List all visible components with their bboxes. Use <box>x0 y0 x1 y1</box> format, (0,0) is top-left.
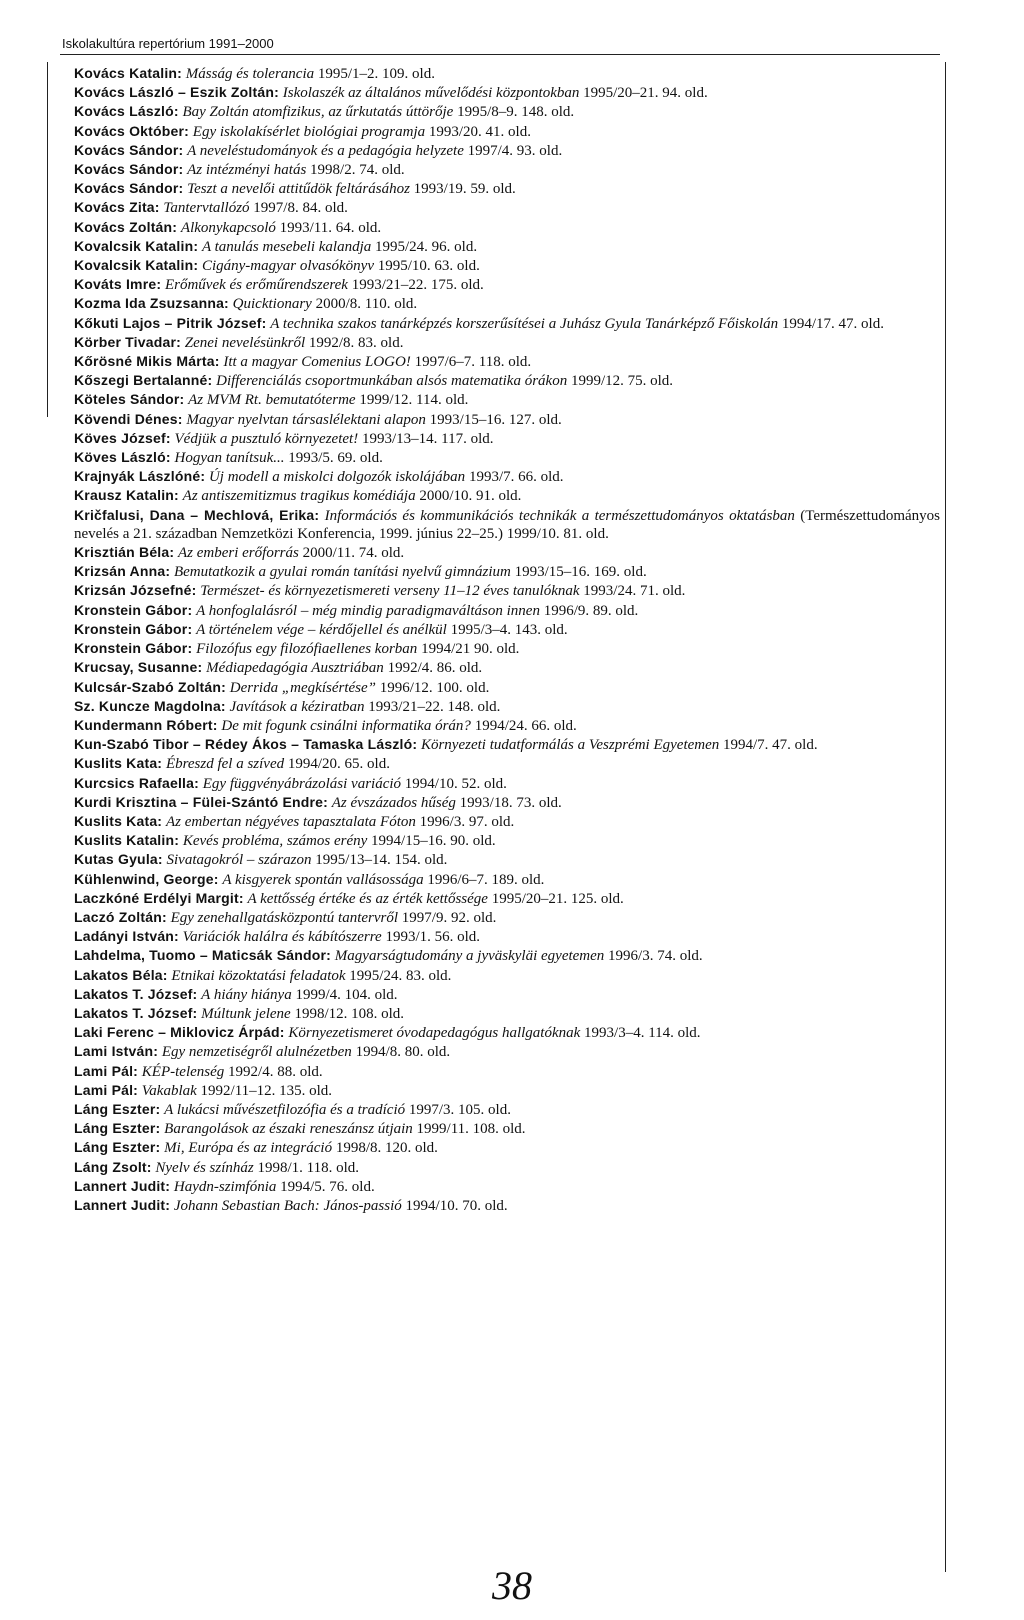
entry-author: Köteles Sándor: <box>74 391 185 408</box>
entry-author: Körber Tivadar: <box>74 333 181 350</box>
entry-title: Az emberi erőforrás <box>178 545 299 562</box>
entry-title: Magyarságtudomány a jyväskyläi egyetemen <box>334 948 605 965</box>
entry-citation: 1992/8. 83. old. <box>308 334 404 351</box>
entry-citation: 1998/12. 108. old. <box>294 1005 405 1022</box>
entry-title: Információs és kommunikációs technikák a természettudományos oktatásban <box>324 507 795 524</box>
bibliography-entry <box>74 102 940 121</box>
entry-citation: 2000/8. 110. old. <box>315 296 418 313</box>
entry-author: Laki Ferenc – Miklovicz Árpád: <box>74 1024 285 1041</box>
entry-author: Lami Pál: <box>74 1081 139 1098</box>
bibliography-entry <box>74 218 940 237</box>
entry-citation: 1993/7. 66. old. <box>468 469 564 486</box>
entry-citation: 2000/11. 74. old. <box>302 545 405 562</box>
bibliography-entry <box>74 1119 940 1138</box>
bibliography-entry <box>74 122 940 141</box>
bibliography-entry <box>74 333 940 352</box>
entry-citation: 1993/15–16. 127. old. <box>429 411 562 428</box>
entry-title: Múltunk jelene <box>201 1005 291 1022</box>
entry-author: Lannert Judit: <box>74 1196 171 1213</box>
bibliography-entry <box>74 486 940 505</box>
entry-citation: 1995/24. 83. old. <box>349 967 452 984</box>
entry-title: Magyar nyelvtan társaslélektani alapon <box>186 411 426 428</box>
entry-citation: 1993/21–22. 148. old. <box>368 698 501 715</box>
bibliography-entry <box>74 1004 940 1023</box>
entry-citation: 1995/8–9. 148. old. <box>457 104 575 121</box>
entry-author: Kulcsár-Szabó Zoltán: <box>74 678 226 695</box>
entry-author: Láng Eszter: <box>74 1139 161 1156</box>
entry-citation: 1998/2. 74. old. <box>310 162 405 179</box>
entry-citation: 1992/4. 88. old. <box>228 1063 323 1080</box>
entry-author: Kovalcsik Katalin: <box>74 257 199 274</box>
bibliography-entry <box>74 371 940 390</box>
bibliography-entry <box>74 870 940 889</box>
entry-title: Egy függvényábrázolási variáció <box>202 775 402 792</box>
bibliography-list <box>74 64 940 1215</box>
bibliography-entry <box>74 735 940 754</box>
entry-title: Teszt a nevelői attitűdök feltárásához <box>187 181 410 198</box>
entry-citation: 1996/3. 97. old. <box>419 813 515 830</box>
bibliography-entry <box>74 1042 940 1061</box>
entry-title: Ébreszd fel a szíved <box>165 756 285 773</box>
entry-author: Kőszegi Bertalanné: <box>74 372 213 389</box>
entry-author: Kovács Sándor: <box>74 141 184 158</box>
bibliography-entry <box>74 390 940 409</box>
bibliography-entry <box>74 1100 940 1119</box>
bibliography-entry <box>74 1158 940 1177</box>
entry-title: Zenei nevelésünkről <box>184 334 306 351</box>
entry-author: Köves József: <box>74 429 171 446</box>
bibliography-entry <box>74 946 940 965</box>
bibliography-entry <box>74 562 940 581</box>
entry-title: Quicktionary <box>232 296 312 313</box>
entry-author: Krucsay, Susanne: <box>74 659 203 676</box>
entry-title: Környezeti tudatformálás a Veszprémi Egyetemen <box>420 737 720 754</box>
entry-title: Bemutatkozik a gyulai román tanítási nyelvű gimnázium <box>173 564 511 581</box>
entry-author: Kovács Sándor: <box>74 161 184 178</box>
bibliography-entry <box>74 467 940 486</box>
entry-citation: 1995/20–21. 94. old. <box>583 85 708 102</box>
entry-citation: 1999/4. 104. old. <box>295 986 398 1003</box>
bibliography-entry <box>74 889 940 908</box>
entry-citation: 1993/1. 56. old. <box>385 929 481 946</box>
entry-title: A hiány hiánya <box>201 986 292 1003</box>
entry-citation: 1993/15–16. 169. old. <box>514 564 647 581</box>
entry-title: Javítások a kéziratban <box>229 698 365 715</box>
entry-title: Derrida „megkísértése” <box>229 679 376 696</box>
entry-citation: 1997/8. 84. old. <box>253 200 348 217</box>
entry-title: Variációk halálra és kábítószerre <box>182 929 382 946</box>
entry-citation: 1995/20–21. 125. old. <box>491 890 624 907</box>
entry-citation: 1993/21–22. 175. old. <box>351 277 484 294</box>
entry-title: Egy nemzetiségről alulnézetben <box>161 1044 352 1061</box>
bibliography-entry <box>74 543 940 562</box>
entry-title: A kettősség értéke és az érték kettőssége <box>247 890 488 907</box>
entry-title: Erőművek és erőműrendszerek <box>164 277 348 294</box>
entry-author: Kovács László: <box>74 103 179 120</box>
header-rule <box>60 54 940 55</box>
entry-author: Krizsán Józsefné: <box>74 582 197 599</box>
entry-citation: 1995/24. 96. old. <box>375 238 478 255</box>
bibliography-entry <box>74 793 940 812</box>
bibliography-entry <box>74 64 940 83</box>
entry-citation: 1998/1. 118. old. <box>257 1159 359 1176</box>
entry-author: Sz. Kuncze Magdolna: <box>74 697 226 714</box>
entry-author: Köves László: <box>74 449 171 466</box>
entry-author: Kováts Imre: <box>74 276 162 293</box>
entry-author: Krausz Katalin: <box>74 487 179 504</box>
entry-author: Kuslits Kata: <box>74 755 163 772</box>
bibliography-entry <box>74 1177 940 1196</box>
bibliography-entry <box>74 160 940 179</box>
bibliography-entry <box>74 198 940 217</box>
entry-title: Új modell a miskolci dolgozók iskolájában <box>208 469 466 486</box>
entry-author: Láng Eszter: <box>74 1100 161 1117</box>
bibliography-entry <box>74 256 940 275</box>
entry-author: Kuslits Kata: <box>74 812 163 829</box>
entry-author: Lahdelma, Tuomo – Maticsák Sándor: <box>74 947 332 964</box>
left-margin-rule <box>47 62 48 417</box>
entry-author: Ladányi István: <box>74 928 179 945</box>
bibliography-entry <box>74 985 940 1004</box>
entry-author: Lami Pál: <box>74 1062 139 1079</box>
entry-title: A történelem vége – kérdőjellel és anélkül <box>196 621 447 638</box>
bibliography-entry <box>74 601 940 620</box>
entry-citation: 1993/18. 73. old. <box>459 794 562 811</box>
right-margin-rule <box>945 62 946 1572</box>
bibliography-entry <box>74 448 940 467</box>
entry-author: Kovács Zita: <box>74 199 160 216</box>
entry-citation: 1995/10. 63. old. <box>377 258 480 275</box>
entry-title: A lukácsi művészetfilozófia és a tradíció <box>164 1101 406 1118</box>
entry-title: Védjük a pusztuló környezetet! <box>174 430 359 447</box>
entry-author: Lakatos T. József: <box>74 1004 198 1021</box>
entry-title: Itt a magyar Comenius LOGO! <box>223 354 411 371</box>
bibliography-entry <box>74 697 940 716</box>
entry-citation: 1993/13–14. 117. old. <box>361 430 494 447</box>
entry-title: Egy zenehallgatásközpontú tantervről <box>170 909 399 926</box>
entry-title: Egy iskolakísérlet biológiai programja <box>192 123 426 140</box>
entry-title: Természet- és környezetismereti verseny 11–12 éves tanulóknak <box>200 583 580 600</box>
entry-citation: 1999/12. 75. old. <box>570 373 674 390</box>
entry-author: Kovács László – Eszik Zoltán: <box>74 84 279 101</box>
entry-author: Kurcsics Rafaella: <box>74 774 199 791</box>
entry-title: Másság és tolerancia <box>185 66 315 82</box>
bibliography-entry <box>74 908 940 927</box>
entry-author: Krisztián Béla: <box>74 544 175 561</box>
entry-title: Vakablak <box>141 1082 197 1099</box>
entry-citation: 1996/9. 89. old. <box>543 602 639 619</box>
entry-citation: 1994/21 90. old. <box>421 641 520 658</box>
bibliography-entry <box>74 927 940 946</box>
entry-author: Kovács Október: <box>74 122 190 139</box>
entry-title: Az MVM Rt. bemutatóterme <box>188 392 356 409</box>
bibliography-entry <box>74 1196 940 1215</box>
entry-title: A neveléstudományok és a pedagógia helyzete <box>187 142 464 159</box>
bibliography-entry <box>74 1138 940 1157</box>
entry-author: Kronstein Gábor: <box>74 601 193 618</box>
entry-citation: 1997/6–7. 118. old. <box>414 354 532 371</box>
entry-author: Kühlenwind, George: <box>74 870 219 887</box>
entry-citation: 1999/11. 108. old. <box>416 1121 526 1138</box>
entry-title: Barangolások az északi reneszánsz útjain <box>164 1121 413 1138</box>
bibliography-entry <box>74 850 940 869</box>
entry-title: A technika szakos tanárképzés korszerűsítései a Juhász Gyula Tanárképző Főiskolán <box>270 315 779 332</box>
entry-title: Médiapedagógia Ausztriában <box>206 660 384 677</box>
entry-citation: 1993/24. 71. old. <box>583 583 686 600</box>
entry-citation: 1996/6–7. 189. old. <box>427 871 545 888</box>
entry-citation: (Természettudományos nevelés a 21. században Nemzetközi Konferencia, 1999. június 22–25.) 1999/10. 81. old. <box>74 507 940 542</box>
entry-title: De mit fogunk csinálni informatika órán? <box>221 717 471 734</box>
entry-citation: 1993/11. 64. old. <box>279 219 382 236</box>
bibliography-entry <box>74 831 940 850</box>
entry-title: Johann Sebastian Bach: János-passió <box>173 1197 402 1214</box>
entry-author: Lannert Judit: <box>74 1177 171 1194</box>
entry-author: Kőkuti Lajos – Pitrik József: <box>74 314 267 331</box>
entry-author: Krizsán Anna: <box>74 563 171 580</box>
bibliography-entry <box>74 410 940 429</box>
entry-citation: 1993/20. 41. old. <box>428 123 531 140</box>
bibliography-entry <box>74 506 940 543</box>
entry-title: Differenciálás csoportmunkában alsós matematika órákon <box>216 373 568 390</box>
bibliography-entry <box>74 237 940 256</box>
entry-author: Kutas Gyula: <box>74 851 163 868</box>
entry-author: Kozma Ida Zsuzsanna: <box>74 295 229 312</box>
entry-author: Kőrösné Mikis Márta: <box>74 353 220 370</box>
entry-title: Etnikai közoktatási feladatok <box>171 967 346 984</box>
entry-author: Kronstein Gábor: <box>74 620 193 637</box>
entry-author: Lakatos Béla: <box>74 966 168 983</box>
entry-citation: 1993/5. 69. old. <box>288 450 383 467</box>
entry-citation: 1992/11–12. 135. old. <box>200 1082 333 1099</box>
bibliography-entry <box>74 620 940 639</box>
entry-citation: 1998/8. 120. old. <box>335 1140 438 1157</box>
entry-author: Kovács Zoltán: <box>74 218 178 235</box>
entry-title: Kevés probléma, számos erény <box>182 833 368 850</box>
entry-title: Nyelv és színház <box>155 1159 254 1176</box>
entry-title: Környezetismeret óvodapedagógus hallgatóknak <box>288 1025 581 1042</box>
entry-author: Laczkóné Erdélyi Margit: <box>74 889 244 906</box>
bibliography-entry <box>74 141 940 160</box>
entry-citation: 1994/24. 66. old. <box>474 717 577 734</box>
entry-title: Filozófus egy filozófiaellenes korban <box>196 641 418 658</box>
entry-citation: 1993/3–4. 114. old. <box>584 1025 701 1042</box>
entry-citation: 1992/4. 86. old. <box>387 660 483 677</box>
bibliography-entry <box>74 812 940 831</box>
page-number: 38 <box>492 1563 532 1608</box>
entry-title: KÉP-telenség <box>141 1063 225 1080</box>
entry-citation: 1994/5. 76. old. <box>280 1178 375 1195</box>
entry-author: Kurdi Krisztina – Fülei-Szántó Endre: <box>74 793 328 810</box>
entry-citation: 1994/17. 47. old. <box>781 315 884 332</box>
entry-author: Kovács Katalin: <box>74 65 183 81</box>
entry-citation: 1997/3. 105. old. <box>408 1101 511 1118</box>
bibliography-entry <box>74 429 940 448</box>
entry-author: Krajnyák Lászlóné: <box>74 468 206 485</box>
entry-title: Bay Zoltán atomfizikus, az űrkutatás úttörője <box>182 104 454 121</box>
entry-citation: 1995/13–14. 154. old. <box>315 852 448 869</box>
entry-citation: 1994/8. 80. old. <box>355 1044 451 1061</box>
entry-citation: 1995/3–4. 143. old. <box>450 621 568 638</box>
entry-author: Laczó Zoltán: <box>74 908 167 925</box>
entry-citation: 1996/3. 74. old. <box>608 948 703 965</box>
entry-author: Láng Eszter: <box>74 1120 161 1137</box>
bibliography-entry <box>74 966 940 985</box>
entry-citation: 1995/1–2. 109. old. <box>317 66 435 82</box>
bibliography-entry <box>74 179 940 198</box>
entry-title: Cigány-magyar olvasókönyv <box>201 258 374 275</box>
entry-author: Láng Zsolt: <box>74 1158 152 1175</box>
entry-author: Kun-Szabó Tibor – Rédey Ákos – Tamaska László: <box>74 736 418 753</box>
entry-citation: 1997/4. 93. old. <box>467 142 563 159</box>
entry-title: Iskolaszék az általános művelődési központokban <box>282 85 580 102</box>
bibliography-entry <box>74 1062 940 1081</box>
entry-title: Mi, Európa és az integráció <box>164 1140 333 1157</box>
entry-author: Kövendi Dénes: <box>74 410 183 427</box>
entry-title: Az antiszemitizmus tragikus komédiája <box>182 488 416 505</box>
entry-title: A tanulás mesebeli kalandja <box>201 238 372 255</box>
entry-author: Lami István: <box>74 1043 159 1060</box>
entry-author: Kovalcsik Katalin: <box>74 237 199 254</box>
entry-title: A honfoglalásról – még mindig paradigmaváltáson innen <box>196 602 540 619</box>
entry-title: Haydn-szimfónia <box>173 1178 277 1195</box>
bibliography-entry <box>74 678 940 697</box>
entry-title: Alkonykapcsoló <box>180 219 276 236</box>
bibliography-entry <box>74 275 940 294</box>
entry-citation: 1996/12. 100. old. <box>379 679 490 696</box>
bibliography-entry <box>74 658 940 677</box>
bibliography-entry <box>74 639 940 658</box>
entry-title: Hogyan tanítsuk... <box>174 450 285 467</box>
entry-citation: 1994/7. 47. old. <box>723 737 818 754</box>
entry-citation: 1993/19. 59. old. <box>413 181 516 198</box>
bibliography-entry <box>74 754 940 773</box>
entry-author: Kovács Sándor: <box>74 180 184 197</box>
entry-author: Kuslits Katalin: <box>74 832 180 849</box>
entry-citation: 1994/20. 65. old. <box>287 756 390 773</box>
bibliography-entry <box>74 294 940 313</box>
bibliography-entry <box>74 1023 940 1042</box>
bibliography-entry <box>74 83 940 102</box>
bibliography-entry <box>74 314 940 333</box>
entry-citation: 1997/9. 92. old. <box>401 909 497 926</box>
bibliography-entry <box>74 774 940 793</box>
entry-citation: 1994/15–16. 90. old. <box>371 833 496 850</box>
entry-author: Kundermann Róbert: <box>74 716 218 733</box>
bibliography-entry <box>74 352 940 371</box>
bibliography-entry <box>74 1081 940 1100</box>
entry-title: Az évszázados hűség <box>331 794 456 811</box>
entry-citation: 1994/10. 52. old. <box>404 775 507 792</box>
bibliography-entry <box>74 581 940 600</box>
entry-author: Kronstein Gábor: <box>74 640 193 657</box>
entry-title: Sivatagokról – szárazon <box>166 852 312 869</box>
entry-title: A kisgyerek spontán vallásossága <box>222 871 424 888</box>
entry-citation: 1999/12. 114. old. <box>359 392 469 409</box>
entry-title: Az intézményi hatás <box>187 162 307 179</box>
entry-author: Kričfalusi, Dana – Mechlová, Erika: <box>74 506 320 523</box>
entry-title: Tantervtallózó <box>163 200 250 217</box>
entry-author: Lakatos T. József: <box>74 985 198 1002</box>
entry-citation: 1994/10. 70. old. <box>405 1197 508 1214</box>
entry-citation: 2000/10. 91. old. <box>419 488 522 505</box>
running-head: Iskolakultúra repertórium 1991–2000 <box>62 36 274 51</box>
entry-title: Az embertan négyéves tapasztalata Fóton <box>165 813 416 830</box>
bibliography-entry <box>74 716 940 735</box>
